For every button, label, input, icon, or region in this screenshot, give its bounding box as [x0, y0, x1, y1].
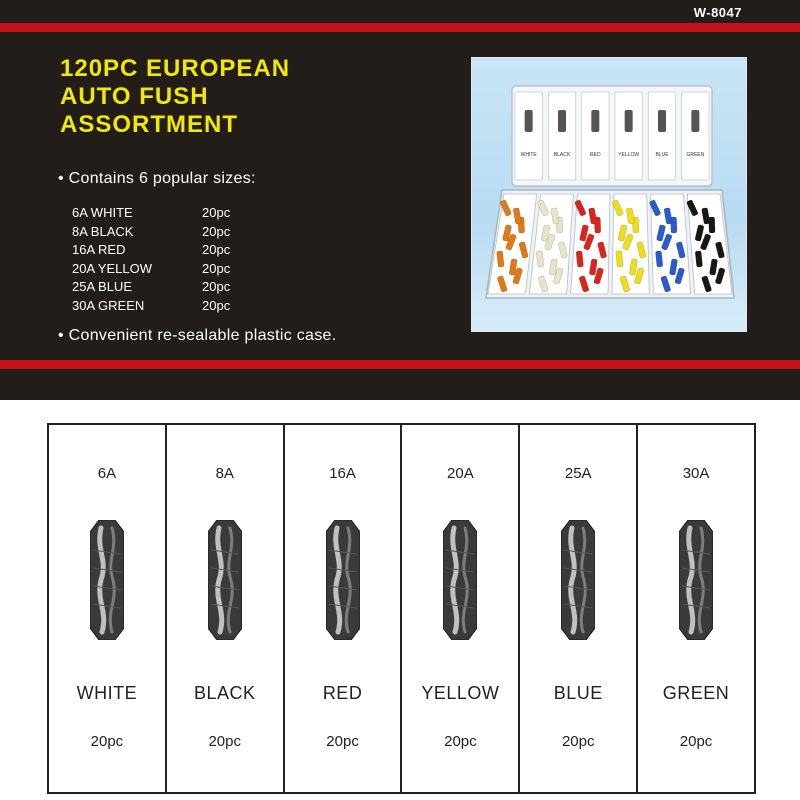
lid-slot	[515, 92, 542, 180]
lid-label: WHITE	[520, 152, 537, 158]
fuse-icon	[625, 110, 633, 132]
color-label: WHITE	[76, 683, 138, 703]
size-name: 8A BLACK	[72, 223, 134, 239]
model-number: W-8047	[693, 5, 742, 20]
size-row	[72, 223, 230, 242]
ceramic-fuse-icon	[679, 520, 713, 640]
red-stripe-bottom	[0, 360, 800, 369]
qty-label: 20pc	[208, 733, 241, 750]
color-label: BLACK	[193, 683, 256, 703]
sizes-list	[72, 204, 230, 315]
size-row	[72, 260, 230, 279]
size-name: 20A YELLOW	[72, 260, 152, 276]
fuse-icon	[658, 110, 666, 132]
title-line: 120PC EUROPEAN	[60, 55, 291, 82]
size-row	[72, 204, 230, 223]
fuse-column	[638, 425, 754, 792]
title-line: ASSORTMENT	[60, 111, 238, 138]
qty-label: 20pc	[561, 733, 595, 750]
case-bullet: • Convenient re-sealable plastic case.	[58, 327, 337, 344]
fuse-icon	[525, 110, 533, 132]
size-name: 6A WHITE	[72, 205, 133, 220]
red-stripe-top	[0, 23, 800, 32]
color-label: YELLOW	[421, 683, 500, 703]
product-title	[60, 55, 290, 139]
lid-label: BLUE	[655, 152, 669, 158]
fuse-icon	[591, 110, 599, 132]
qty-label: 20pc	[90, 733, 124, 750]
fuse-size-chart	[47, 423, 756, 794]
color-label: BLUE	[553, 683, 603, 703]
size-row	[72, 297, 230, 316]
amp-label: 8A	[215, 465, 234, 482]
qty-label: 20pc	[679, 733, 713, 750]
size-row	[72, 278, 230, 297]
color-label: GREEN	[662, 683, 730, 703]
qty-label: 20pc	[326, 733, 359, 750]
size-name: 16A RED	[72, 242, 126, 257]
size-name: 30A GREEN	[72, 297, 145, 313]
fuse-column	[402, 425, 520, 792]
title-line: AUTO FUSH	[60, 83, 209, 110]
lid-slot	[615, 92, 642, 180]
ceramic-fuse-icon	[90, 520, 124, 640]
ceramic-fuse-icon	[561, 520, 595, 640]
qty-label: 20pc	[444, 733, 477, 750]
lid-label: BLACK	[553, 152, 571, 158]
product-photo	[471, 57, 747, 332]
lid-slot	[682, 92, 709, 180]
amp-label: 30A	[682, 465, 710, 482]
lid-slot	[582, 92, 609, 180]
lid-label: GREEN	[686, 152, 705, 158]
ceramic-fuse-icon	[208, 520, 242, 640]
fuse-case-illustration	[472, 58, 746, 331]
color-label: RED	[322, 683, 363, 703]
fuse-column	[49, 425, 167, 792]
size-qty: 20pc	[202, 223, 231, 239]
fuse-column	[167, 425, 285, 792]
size-qty: 20pc	[202, 205, 231, 220]
lid-label: YELLOW	[618, 152, 640, 158]
ceramic-fuse-icon	[443, 520, 477, 640]
amp-label: 16A	[329, 465, 356, 482]
size-qty: 20pc	[202, 297, 231, 313]
amp-label: 25A	[564, 465, 592, 482]
amp-label: 6A	[97, 465, 117, 482]
size-qty: 20pc	[202, 242, 231, 257]
fuse-column	[520, 425, 638, 792]
lid-slot	[648, 92, 675, 180]
size-qty: 20pc	[202, 260, 231, 276]
lid-slot	[548, 92, 575, 180]
lid-label: RED	[590, 152, 601, 158]
ceramic-fuse-icon	[326, 520, 360, 640]
sizes-bullet: • Contains 6 popular sizes:	[58, 170, 256, 187]
fuse-icon	[558, 110, 566, 132]
size-name: 25A BLUE	[72, 279, 132, 294]
size-qty: 20pc	[202, 279, 231, 294]
size-row	[72, 241, 230, 260]
amp-label: 20A	[447, 465, 474, 482]
fuse-icon	[691, 110, 699, 132]
fuse-column	[285, 425, 403, 792]
